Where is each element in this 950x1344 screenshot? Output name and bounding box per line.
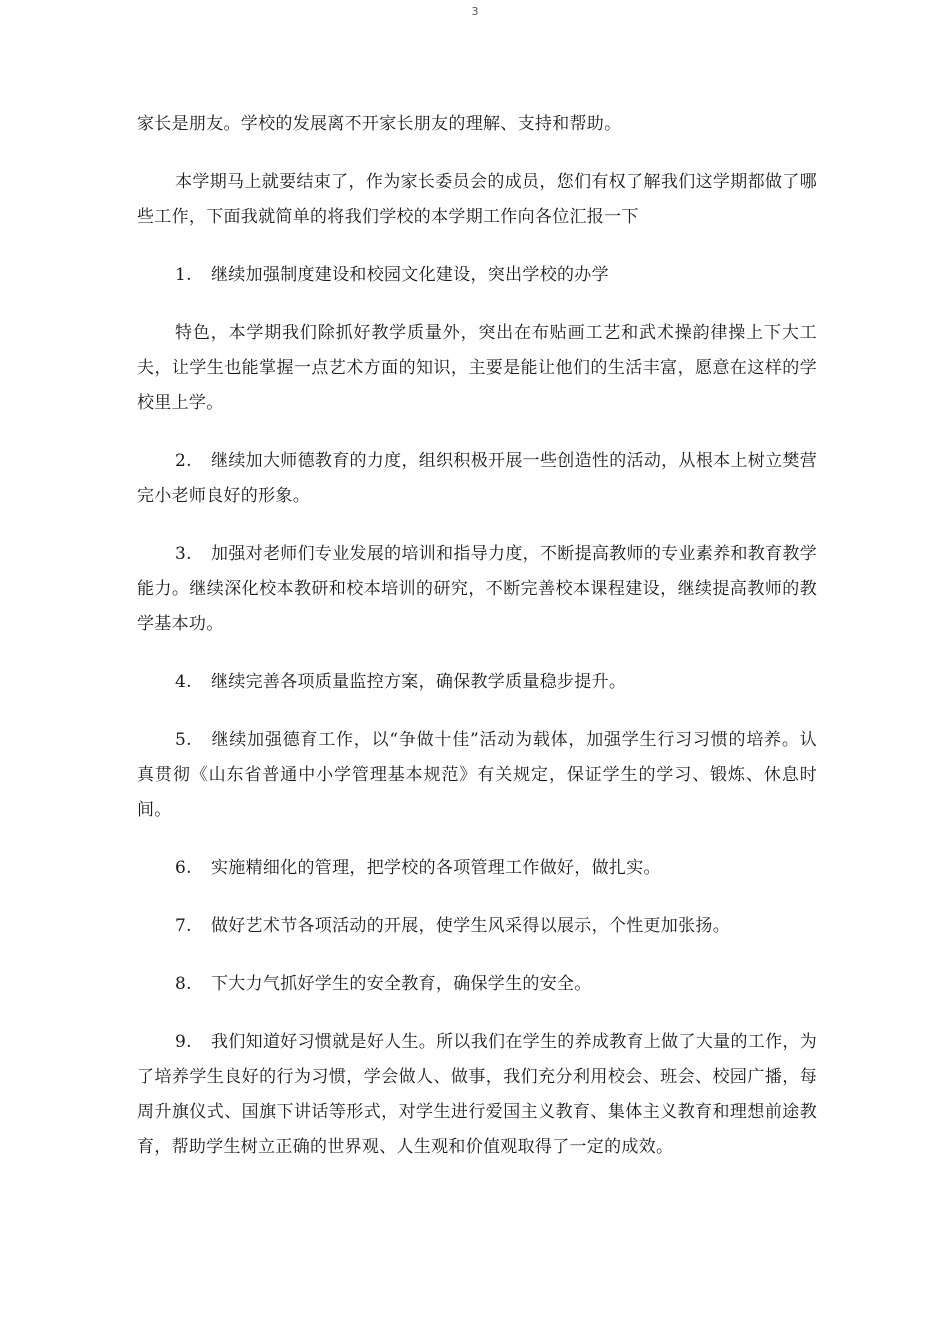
list-number: 1. [175,265,192,285]
list-number: 6. [175,858,192,878]
paragraph-continuation: 特色，本学期我们除抓好教学质量外，突出在布贴画工艺和武术操韵律操上下大工夫，让学生也能掌握一点艺术方面的知识，主要是能让他们的生活丰富，愿意在这样的学校里上学。 [137,323,817,413]
list-number: 7. [175,916,192,936]
list-number: 4. [175,672,192,692]
list-number: 9. [175,1032,192,1052]
document-body [137,107,817,1165]
paragraph-1: 本学期马上就要结束了，作为家长委员会的成员，您们有权了解我们这学期都做了哪些工作，下面我就简单的将我们学校的本学期工作向各位汇报一下 [137,172,817,227]
list-number: 5. [175,730,192,750]
list-number: 3. [175,544,192,564]
list-item-7: 7. 做好艺术节各项活动的开展，使学生风采得以展示，个性更加张扬。 [137,909,817,944]
list-item-1: 1. 继续加强制度建设和校园文化建设，突出学校的办学 [137,258,817,293]
list-item-3: 3. 加强对老师们专业发展的培训和指导力度，不断提高教师的专业素养和教育教学能力。继续深化校本教研和校本培训的研究，不断完善校本课程建设，继续提高教师的教学基本功。 [137,537,817,642]
list-item-8: 8. 下大力气抓好学生的安全教育，确保学生的安全。 [137,967,817,1002]
paragraph-0: 家长是朋友。学校的发展离不开家长朋友的理解、支持和帮助。 [137,114,622,134]
list-item-2: 2. 继续加大师德教育的力度，组织积极开展一些创造性的活动，从根本上树立樊营完小老师良好的形象。 [137,444,817,514]
list-item-5: 5. 继续加强德育工作，以“争做十佳”活动为载体，加强学生行习习惯的培养。认真贯彻《山东省普通中小学管理基本规范》有关规定，保证学生的学习、锻炼、休息时间。 [137,723,817,828]
list-item-9: 9. 我们知道好习惯就是好人生。所以我们在学生的养成教育上做了大量的工作，为了培养学生良好的行为习惯，学会做人、做事，我们充分利用校会、班会、校园广播，每周升旗仪式、国旗下讲话等形式，对学生进行爱国主义教育、集体主义教育和理想前途教育，帮助学生树立正确的世界观、人生观和价值观取得了一定的成效。 [137,1025,817,1165]
list-number: 8. [175,974,192,994]
page-number: 3 [471,5,479,18]
list-number: 2. [175,451,192,471]
list-item-6: 6. 实施精细化的管理，把学校的各项管理工作做好，做扎实。 [137,851,817,886]
list-item-4: 4. 继续完善各项质量监控方案，确保教学质量稳步提升。 [137,665,817,700]
